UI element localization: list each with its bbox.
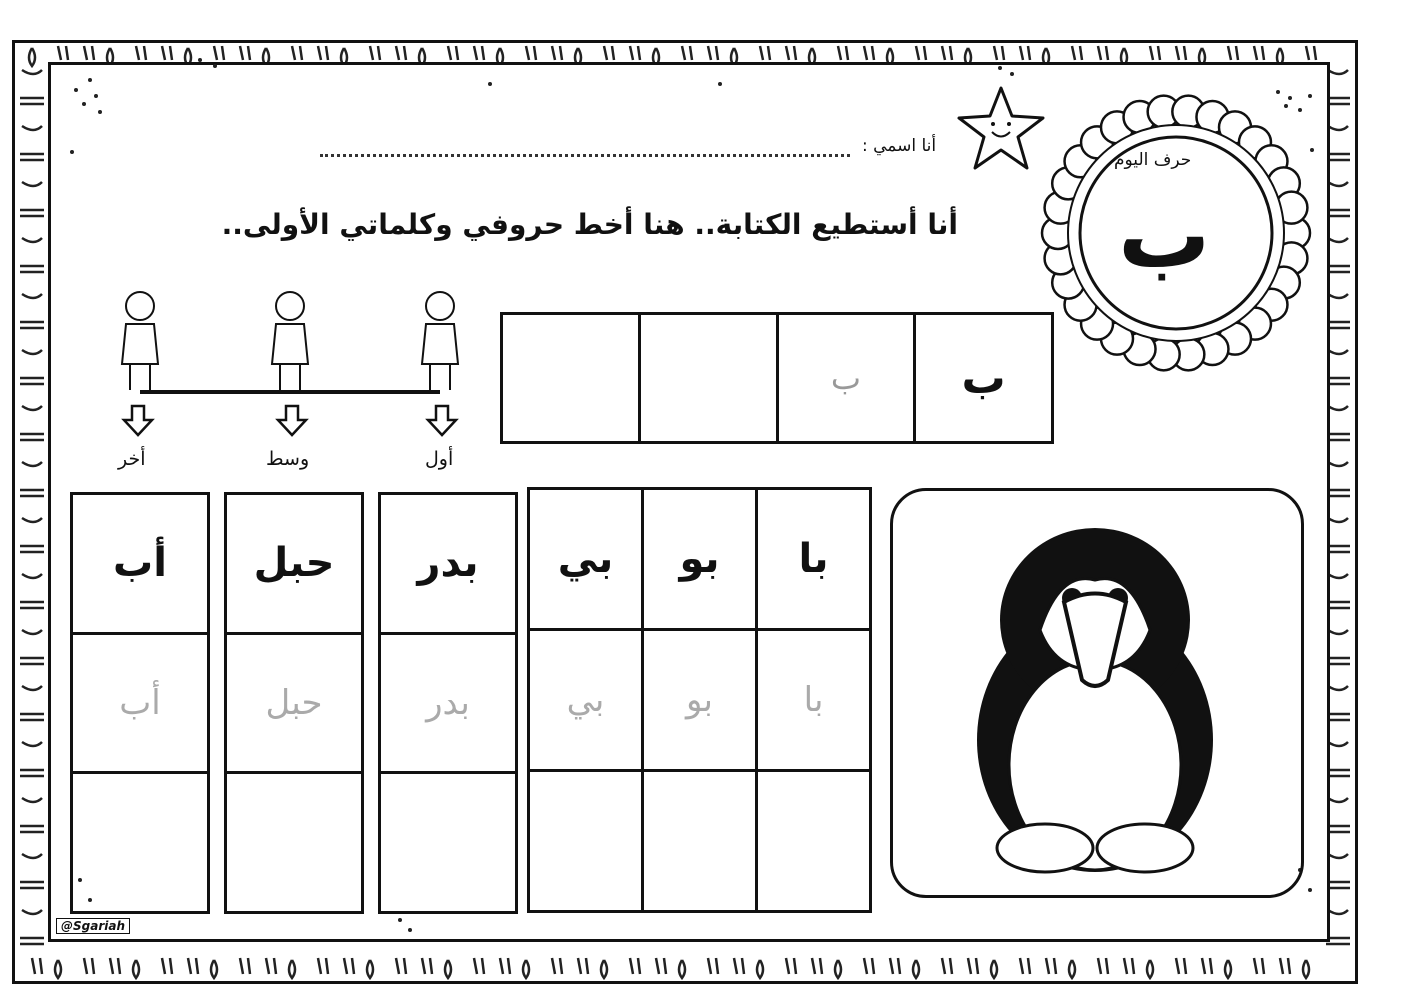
letter-cell-model: ب	[913, 315, 1051, 441]
badge-letter: ب	[1118, 182, 1211, 289]
syllable-trace[interactable]: بي	[530, 631, 641, 772]
word-trace[interactable]: أب	[73, 635, 207, 775]
word-model: بدر	[381, 495, 515, 635]
down-arrow-icon	[275, 404, 309, 438]
name-write-line[interactable]	[320, 140, 850, 157]
word-column	[70, 492, 210, 914]
badge-label: حرف اليوم	[1114, 150, 1192, 170]
word-column	[224, 492, 364, 914]
position-label-first: أول	[425, 448, 454, 470]
down-arrow-icon	[425, 404, 459, 438]
word-column	[378, 492, 518, 914]
letter-cell-blank[interactable]	[503, 315, 638, 441]
syllable-word: بي	[530, 490, 641, 631]
instruction-text: أنا أستطيع الكتابة.. هنا أخط حروفي وكلماتي الأولى..	[221, 208, 958, 241]
children-position-illustration	[100, 284, 480, 404]
letter-cell-trace[interactable]: ب	[776, 315, 914, 441]
word-model: حبل	[227, 495, 361, 635]
syllable-blank[interactable]	[758, 772, 869, 910]
word-trace[interactable]: حبل	[227, 635, 361, 775]
word-trace[interactable]: بدر	[381, 635, 515, 775]
smiling-star-icon	[955, 84, 1047, 172]
name-label: أنا اسمي :	[862, 136, 937, 156]
position-label-middle: وسط	[266, 448, 310, 470]
credit-tag: @Sgariah	[56, 918, 130, 934]
syllable-column	[755, 490, 869, 910]
position-label-last: أخر	[118, 448, 146, 470]
syllable-column	[641, 490, 755, 910]
syllable-trace[interactable]: بو	[644, 631, 755, 772]
letter-practice-row	[500, 312, 1054, 444]
word-blank[interactable]	[381, 774, 515, 911]
word-blank[interactable]	[73, 774, 207, 911]
syllable-trace[interactable]: با	[758, 631, 869, 772]
syllable-word: بو	[644, 490, 755, 631]
word-model: أب	[73, 495, 207, 635]
word-blank[interactable]	[227, 774, 361, 911]
penguin-icon	[960, 520, 1230, 890]
syllable-blank[interactable]	[644, 772, 755, 910]
syllable-table	[527, 487, 872, 913]
syllable-column	[530, 490, 641, 910]
letter-cell-blank[interactable]	[638, 315, 776, 441]
syllable-blank[interactable]	[530, 772, 641, 910]
syllable-word: با	[758, 490, 869, 631]
down-arrow-icon	[121, 404, 155, 438]
